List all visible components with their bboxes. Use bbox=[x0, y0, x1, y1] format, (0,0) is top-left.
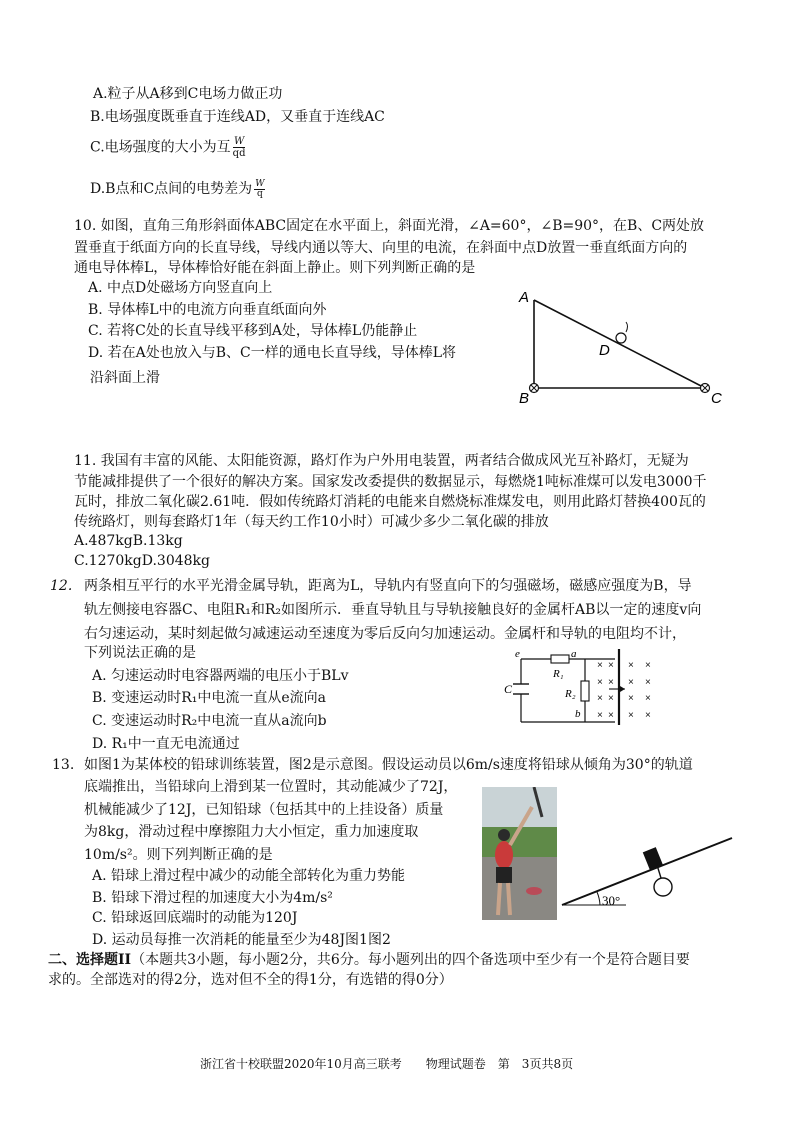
q12-field-mark: × bbox=[597, 710, 603, 721]
photo-athlete-head bbox=[498, 829, 510, 841]
q13-option-b: B. 铅球下滑过程的加速度大小为4m/s² bbox=[92, 890, 333, 906]
q10-label-b: B bbox=[519, 390, 530, 407]
q12-label-b: b bbox=[575, 708, 581, 720]
q13-line3: 机械能减少了12J，已知铅球（包括其中的上挂设备）质量 bbox=[84, 802, 444, 818]
q12-field-mark: × bbox=[597, 677, 603, 688]
q9-option-b: B.电场强度既垂直于连线AD，又垂直于连线AC bbox=[90, 109, 385, 125]
q9-option-c bbox=[90, 136, 245, 159]
q10-stem-line1: 10. 如图，直角三角形斜面体ABC固定在水平面上，斜面光滑，∠A=60°，∠B=90°，在B、C两处放 bbox=[74, 218, 705, 234]
q10-option-a: A. 中点D处磁场方向竖直向上 bbox=[88, 280, 273, 296]
q11-line3: 瓦时，排放二氧化碳2.61吨．假如传统路灯消耗的电能来自燃烧标准煤发电，则用此路灯替换400瓦的 bbox=[74, 494, 706, 510]
q12-velocity-arrowhead-icon bbox=[620, 686, 625, 692]
photo-ground bbox=[482, 857, 557, 920]
q13-option-a: A. 铅球上滑过程中减少的动能全部转化为重力势能 bbox=[92, 868, 406, 884]
q13-option-d: D. 运动员每推一次消耗的能量至少为48J图1图2 bbox=[92, 932, 391, 948]
q12-option-d: D. R₁中一直无电流通过 bbox=[92, 736, 240, 752]
q10-option-d-line1: D. 若在A处也放入与B、C一样的通电长直导线，导体棒L将 bbox=[88, 345, 457, 361]
q12-field-mark: × bbox=[628, 693, 634, 704]
q11-line4: 传统路灯，则每套路灯1年（每天约工作10小时）可减少多少二氧化碳的排放 bbox=[74, 514, 549, 530]
photo-shot-bag bbox=[526, 887, 542, 895]
q9-option-c-fraction bbox=[233, 136, 246, 159]
q13-number: 13. bbox=[52, 757, 75, 773]
q9-option-c-denominator: qd bbox=[232, 148, 246, 159]
photo-athlete-leg bbox=[508, 883, 510, 915]
q10-option-d-line2: 沿斜面上滑 bbox=[90, 370, 160, 386]
q13-angle-label: 30° bbox=[602, 893, 621, 908]
q13-photo-figure1 bbox=[482, 787, 557, 920]
q12-option-c: C. 变速运动时R₂中电流一直从a流向b bbox=[92, 713, 327, 729]
q13-photo-athlete-sketch bbox=[482, 787, 557, 920]
q11-line1: 11. 我国有丰富的风能、太阳能资源，路灯作为户外用电装置，两者结合做成风光互补路灯，无疑为 bbox=[74, 453, 689, 469]
q9-option-c-numerator: W bbox=[233, 136, 245, 147]
q12-line2: 轨左侧接电容器C、电阻R₁和R₂如图所示．垂直导轨且与导轨接触良好的金属杆AB以一定的速度v向 bbox=[84, 602, 702, 618]
q12-label-e: e bbox=[515, 648, 520, 660]
section2-line1 bbox=[48, 950, 690, 970]
q10-label-c: C bbox=[711, 390, 722, 407]
q12-field-mark: × bbox=[608, 660, 614, 671]
q12-field-mark: × bbox=[608, 710, 614, 721]
q9-option-d-numerator: W bbox=[255, 178, 265, 189]
q12-field-mark: × bbox=[597, 693, 603, 704]
q10-option-b: B. 导体棒L中的电流方向垂直纸面向外 bbox=[88, 302, 327, 318]
q11-options-cd: C.1270kgD.3048kg bbox=[74, 553, 210, 569]
q13-incline-figure2 bbox=[560, 832, 740, 912]
section2-line1-rest: （本题共3小题，每小题2分，共6分。每小题列出的四个备选项中至少有一个是符合题目要 bbox=[131, 952, 690, 968]
q12-line1: 两条相互平行的水平光滑金属导轨，距离为L，导轨内有竖直向下的匀强磁场，磁感应强度为B，导 bbox=[84, 578, 692, 594]
photo-athlete-leg bbox=[498, 883, 500, 915]
q12-label-c: C bbox=[504, 682, 513, 696]
photo-athlete-shirt bbox=[495, 841, 513, 869]
q12-field-mark: × bbox=[628, 660, 634, 671]
q12-field-mark: × bbox=[645, 660, 651, 671]
q13-angle-arc bbox=[597, 892, 600, 905]
q10-stem-line3: 通电导体棒L，导体棒恰好能在斜面上静止。则下列判断正确的是 bbox=[74, 260, 476, 276]
q12-resistor-r1 bbox=[551, 655, 569, 663]
q9-option-d-denominator: q bbox=[256, 188, 263, 199]
section2-line2: 求的。全部选对的得2分，选对但不全的得1分，有选错的得0分） bbox=[48, 972, 453, 988]
q11-line2: 节能减排提供了一个很好的解决方案。国家发改委提供的数据显示，每燃烧1吨标准煤可以发电3000千 bbox=[74, 474, 707, 490]
q11-options-ab: A.487kgB.13kg bbox=[74, 533, 183, 549]
q12-resistor-r2 bbox=[581, 681, 589, 701]
q9-option-d bbox=[90, 179, 265, 199]
q12-number: 12. bbox=[50, 578, 73, 594]
q12-field-mark: × bbox=[645, 677, 651, 688]
q12-field-mark: × bbox=[628, 710, 634, 721]
q12-field-mark: × bbox=[597, 660, 603, 671]
q12-label-a: a bbox=[571, 648, 577, 660]
q9-option-c-text: C.电场强度的大小为互 bbox=[90, 139, 231, 156]
q10-edge-ac bbox=[534, 300, 705, 388]
q12-option-a: A. 匀速运动时电容器两端的电压小于BLv bbox=[92, 668, 349, 684]
q13-option-c: C. 铅球返回底端时的动能为120J bbox=[92, 910, 298, 926]
q13-line1: 如图1为某体校的铅球训练装置，图2是示意图。假设运动员以6m/s速度将铅球从倾角为30°的轨道 bbox=[84, 757, 693, 773]
q10-stem-line2: 置垂直于纸面方向的长直导线，导线内通以等大、向里的电流，在斜面中点D放置一垂直纸面方向的 bbox=[74, 240, 688, 256]
section2-title: 二、选择题II bbox=[48, 952, 132, 968]
q12-circuit-figure bbox=[503, 645, 668, 725]
q10-option-c: C. 若将C处的长直导线平移到A处，导体棒L仍能静止 bbox=[88, 323, 418, 339]
q12-line3: 右匀速运动，某时刻起做匀减速运动至速度为零后反向匀加速运动。金属杆和导轨的电阻均不计， bbox=[84, 626, 686, 642]
photo-athlete-shorts bbox=[496, 867, 512, 883]
q10-label-d: D bbox=[599, 342, 610, 359]
q12-line4: 下列说法正确的是 bbox=[84, 645, 196, 661]
page-footer: 浙江省十校联盟2020年10月高三联考 物理试题卷 第 3页共8页 bbox=[200, 1057, 574, 1071]
q12-label-r2: R₂ bbox=[565, 688, 576, 700]
q13-line4: 为8kg，滑动过程中摩擦阻力大小恒定，重力加速度取 bbox=[84, 824, 419, 840]
q13-line5: 10m/s²。则下列判断正确的是 bbox=[84, 847, 273, 863]
q9-option-d-text: D.B点和C点间的电势差为 bbox=[90, 181, 253, 197]
q12-option-b: B. 变速运动时R₁中电流一直从e流向a bbox=[92, 690, 326, 706]
q13-shot-ball-icon bbox=[654, 878, 672, 896]
q12-field-mark: × bbox=[628, 677, 634, 688]
q10-rod-l-mark-icon bbox=[626, 322, 628, 332]
q10-label-a: A bbox=[519, 289, 530, 306]
q12-field-mark: × bbox=[608, 693, 614, 704]
q12-field-mark: × bbox=[645, 710, 651, 721]
q13-incline-track bbox=[562, 838, 732, 905]
q9-option-a: A.粒子从A移到C电场力做正功 bbox=[93, 86, 283, 102]
q12-label-r1: R₁ bbox=[553, 668, 564, 680]
q12-field-mark: × bbox=[608, 677, 614, 688]
q9-option-d-fraction bbox=[254, 180, 265, 199]
q13-line2: 底端推出，当铅球向上滑到某一位置时，其动能减少了72J， bbox=[84, 779, 458, 795]
q12-field-mark: × bbox=[645, 693, 651, 704]
q10-triangle-figure bbox=[505, 285, 735, 410]
q10-rod-l-icon bbox=[616, 333, 626, 343]
